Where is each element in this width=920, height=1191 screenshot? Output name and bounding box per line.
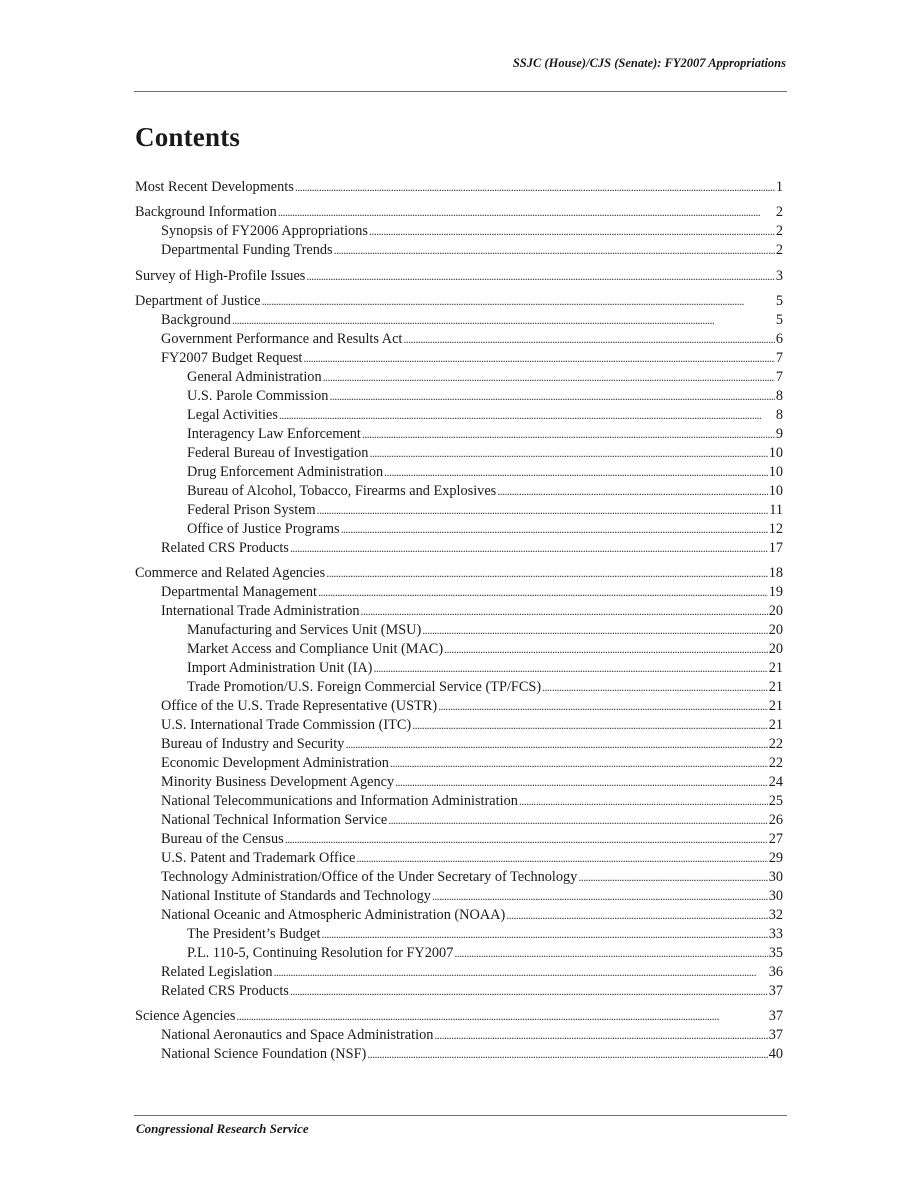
toc-entry[interactable]: [135, 1045, 783, 1064]
toc-entry-page: 20: [768, 641, 783, 658]
dot-leader: [361, 602, 768, 621]
toc-entry-page: 33: [768, 926, 783, 943]
toc-entry[interactable]: [135, 697, 783, 716]
dot-leader: [329, 387, 774, 406]
dot-leader: [542, 678, 768, 697]
toc-entry-label: Manufacturing and Services Unit (MSU): [187, 622, 422, 639]
dot-leader: [434, 1026, 767, 1045]
toc-entry[interactable]: [135, 241, 783, 260]
toc-entry[interactable]: [135, 406, 783, 425]
dot-leader: [390, 754, 768, 773]
toc-entry-page: 37: [768, 983, 783, 1000]
toc-entry-label: Import Administration Unit (IA): [187, 660, 373, 677]
dot-leader: [422, 621, 767, 640]
toc-entry-page: 17: [768, 539, 783, 556]
toc-entry-page: 9: [775, 425, 783, 442]
toc-entry-label: National Science Foundation (NSF): [161, 1046, 367, 1063]
running-header: SSJC (House)/CJS (Senate): FY2007 Appropriations: [512, 56, 786, 70]
toc-entry[interactable]: [135, 944, 783, 963]
dot-leader: [290, 982, 768, 1001]
dot-leader: [261, 292, 774, 311]
toc-entry-label: Federal Prison System: [187, 501, 316, 518]
dot-leader: [519, 792, 768, 811]
toc-entry-label: Economic Development Administration: [161, 755, 389, 772]
toc-entry[interactable]: [135, 716, 783, 735]
toc-entry-label: Government Performance and Results Act: [161, 330, 403, 347]
dot-leader: [373, 659, 767, 678]
toc-entry-page: 35: [768, 945, 783, 962]
toc-entry[interactable]: [135, 659, 783, 678]
dot-leader: [323, 368, 775, 387]
toc-entry-label: Related Legislation: [161, 964, 273, 981]
toc-entry-label: U.S. International Trade Commission (ITC): [161, 717, 412, 734]
toc-entry[interactable]: [135, 311, 783, 330]
toc-entry[interactable]: [135, 463, 783, 482]
toc-entry-page: 21: [768, 679, 783, 696]
dot-leader: [295, 178, 775, 197]
toc-entry-label: Departmental Management: [161, 584, 318, 601]
toc-entry-page: 37: [768, 1008, 783, 1025]
toc-entry-page: 2: [775, 242, 783, 259]
toc-entry-label: Departmental Funding Trends: [161, 242, 333, 259]
toc-entry-label: Background Information: [135, 204, 277, 221]
toc-entry-label: National Oceanic and Atmospheric Administration (NOAA): [161, 907, 506, 924]
toc-entry[interactable]: [135, 735, 783, 754]
toc-entry-page: 7: [775, 368, 783, 385]
toc-entry-label: U.S. Patent and Trademark Office: [161, 850, 356, 867]
dot-leader: [356, 849, 767, 868]
dot-leader: [321, 925, 767, 944]
toc-entry-page: 12: [768, 520, 783, 537]
toc-entry[interactable]: [135, 583, 783, 602]
toc-entry-label: Bureau of Alcohol, Tobacco, Firearms and Explosives: [187, 482, 497, 499]
toc-entry[interactable]: [135, 925, 783, 944]
dot-leader: [334, 241, 775, 260]
dot-leader: [341, 520, 768, 539]
toc-entry-label: Interagency Law Enforcement: [187, 425, 361, 442]
toc-entry-label: National Institute of Standards and Technology: [161, 888, 431, 905]
toc-entry-page: 20: [768, 603, 783, 620]
dot-leader: [412, 716, 768, 735]
toc-entry-label: General Administration: [187, 368, 322, 385]
toc-entry-page: 37: [768, 1027, 783, 1044]
toc-entry-page: 6: [775, 330, 783, 347]
toc-entry[interactable]: [135, 887, 783, 906]
toc-entry[interactable]: [135, 292, 783, 311]
page-title: Contents: [135, 122, 241, 152]
dot-leader: [506, 906, 767, 925]
dot-leader: [438, 697, 768, 716]
toc-entry[interactable]: [135, 539, 783, 558]
toc-entry[interactable]: [135, 564, 783, 583]
dot-leader: [345, 735, 767, 754]
dot-leader: [497, 482, 767, 501]
toc-entry[interactable]: [135, 754, 783, 773]
dot-leader: [326, 564, 768, 583]
dot-leader: [432, 887, 768, 906]
toc-entry-page: 10: [768, 463, 783, 480]
dot-leader: [285, 830, 768, 849]
toc-entry-page: 27: [768, 831, 783, 848]
header-rule: [134, 91, 787, 92]
toc-entry-page: 11: [769, 501, 783, 518]
toc-entry-page: 22: [768, 755, 783, 772]
toc-entry-label: National Telecommunications and Information Administration: [161, 793, 518, 810]
toc-entry-page: 20: [768, 622, 783, 639]
toc-entry[interactable]: [135, 1007, 783, 1026]
toc-entry[interactable]: [135, 906, 783, 925]
toc-entry-page: 3: [775, 267, 783, 284]
toc-entry-page: 10: [768, 444, 783, 461]
toc-entry-page: 1: [775, 179, 783, 195]
toc-entry-label: Survey of High-Profile Issues: [135, 267, 306, 284]
dot-leader: [444, 640, 768, 659]
toc-entry-page: 32: [768, 907, 783, 924]
toc-entry[interactable]: [135, 425, 783, 444]
toc-entry[interactable]: [135, 349, 783, 368]
toc-entry-label: Background: [161, 311, 231, 328]
toc-entry-page: 2: [775, 223, 783, 240]
toc-entry-page: 21: [768, 698, 783, 715]
dot-leader: [274, 963, 768, 982]
toc-entry-page: 21: [768, 660, 783, 677]
dot-leader: [317, 501, 769, 520]
toc-entry-page: 19: [768, 584, 783, 601]
toc-entry-label: Related CRS Products: [161, 983, 289, 1000]
toc-entry-label: P.L. 110-5, Continuing Resolution for FY2007: [187, 945, 454, 962]
dot-leader: [369, 222, 775, 241]
toc-entry-page: 30: [768, 888, 783, 905]
dot-leader: [369, 444, 767, 463]
toc-entry-page: 30: [768, 869, 783, 886]
toc-entry[interactable]: [135, 849, 783, 868]
dot-leader: [236, 1007, 767, 1026]
toc-entry[interactable]: [135, 792, 783, 811]
toc-entry-label: Federal Bureau of Investigation: [187, 444, 369, 461]
toc-entry[interactable]: [135, 178, 783, 197]
toc-entry[interactable]: [135, 387, 783, 406]
toc-entry-page: 40: [768, 1046, 783, 1063]
dot-leader: [232, 311, 775, 330]
dot-leader: [403, 330, 774, 349]
dot-leader: [362, 425, 775, 444]
toc-entry-label: Department of Justice: [135, 292, 261, 309]
dot-leader: [367, 1045, 767, 1064]
dot-leader: [578, 868, 767, 887]
toc-entry[interactable]: [135, 982, 783, 1001]
toc-entry[interactable]: [135, 640, 783, 659]
toc-entry[interactable]: [135, 1026, 783, 1045]
toc-entry-page: 8: [775, 387, 783, 404]
toc-entry-page: 22: [768, 736, 783, 753]
toc-entry[interactable]: [135, 830, 783, 849]
toc-entry-page: 29: [768, 850, 783, 867]
dot-leader: [384, 463, 768, 482]
toc-entry[interactable]: [135, 203, 783, 222]
toc-entry[interactable]: [135, 773, 783, 792]
toc-entry-label: Most Recent Developments: [135, 179, 294, 195]
toc-entry-label: Office of Justice Programs: [187, 520, 340, 537]
toc-entry[interactable]: [135, 621, 783, 640]
toc-entry-page: 25: [768, 793, 783, 810]
toc-entry[interactable]: [135, 963, 783, 982]
toc-entry-label: Bureau of Industry and Security: [161, 736, 345, 753]
dot-leader: [290, 539, 768, 558]
toc-entry-label: Science Agencies: [135, 1008, 236, 1025]
toc-entry-page: 5: [775, 311, 783, 328]
toc-entry-label: U.S. Parole Commission: [187, 387, 329, 404]
toc-entry-page: 36: [768, 964, 783, 981]
toc-entry-page: 26: [768, 812, 783, 829]
toc-entry-page: 2: [775, 204, 783, 221]
toc-entry-label: National Aeronautics and Space Administration: [161, 1027, 434, 1044]
toc-entry-page: 5: [775, 292, 783, 309]
toc-entry[interactable]: [135, 330, 783, 349]
toc-entry[interactable]: [135, 602, 783, 621]
toc-entry[interactable]: [135, 520, 783, 539]
toc-entry-label: Related CRS Products: [161, 539, 289, 556]
toc-entry-label: FY2007 Budget Request: [161, 349, 303, 366]
dot-leader: [318, 583, 768, 602]
dot-leader: [454, 944, 767, 963]
toc-entry-label: Market Access and Compliance Unit (MAC): [187, 641, 444, 658]
dot-leader: [395, 773, 768, 792]
toc-entry[interactable]: [135, 678, 783, 697]
toc-entry[interactable]: [135, 811, 783, 830]
toc-entry-label: Trade Promotion/U.S. Foreign Commercial Service (TP/FCS): [187, 679, 542, 696]
toc-entry[interactable]: [135, 501, 783, 520]
toc-entry[interactable]: [135, 868, 783, 887]
toc-entry-label: National Technical Information Service: [161, 812, 388, 829]
toc-entry-label: Legal Activities: [187, 406, 278, 423]
dot-leader: [278, 203, 775, 222]
toc-entry-page: 8: [775, 406, 783, 423]
toc-entry[interactable]: [135, 222, 783, 241]
toc-entry-label: Bureau of the Census: [161, 831, 284, 848]
dot-leader: [279, 406, 775, 425]
toc-entry-label: Minority Business Development Agency: [161, 774, 395, 791]
toc-entry-page: 24: [768, 774, 783, 791]
dot-leader: [303, 349, 774, 368]
footer-publisher: Congressional Research Service: [136, 1121, 309, 1136]
toc-entry[interactable]: [135, 444, 783, 463]
toc-entry-page: 18: [768, 565, 783, 582]
toc-entry[interactable]: [135, 267, 783, 286]
toc-entry-label: Drug Enforcement Administration: [187, 463, 384, 480]
toc-entry-label: Office of the U.S. Trade Representative (USTR): [161, 698, 438, 715]
toc-entry-page: 10: [768, 482, 783, 499]
toc-entry-label: The President’s Budget: [187, 926, 321, 943]
toc-entry[interactable]: [135, 368, 783, 387]
table-of-contents: [135, 178, 783, 1064]
toc-entry-label: Commerce and Related Agencies: [135, 565, 326, 582]
toc-entry-label: Technology Administration/Office of the Under Secretary of Technology: [161, 869, 578, 886]
footer-rule: [134, 1115, 787, 1116]
toc-entry-page: 7: [775, 349, 783, 366]
dot-leader: [306, 267, 774, 286]
toc-entry-label: International Trade Administration: [161, 603, 360, 620]
toc-entry-label: Synopsis of FY2006 Appropriations: [161, 223, 368, 240]
dot-leader: [388, 811, 767, 830]
toc-entry[interactable]: [135, 482, 783, 501]
toc-entry-page: 21: [768, 717, 783, 734]
